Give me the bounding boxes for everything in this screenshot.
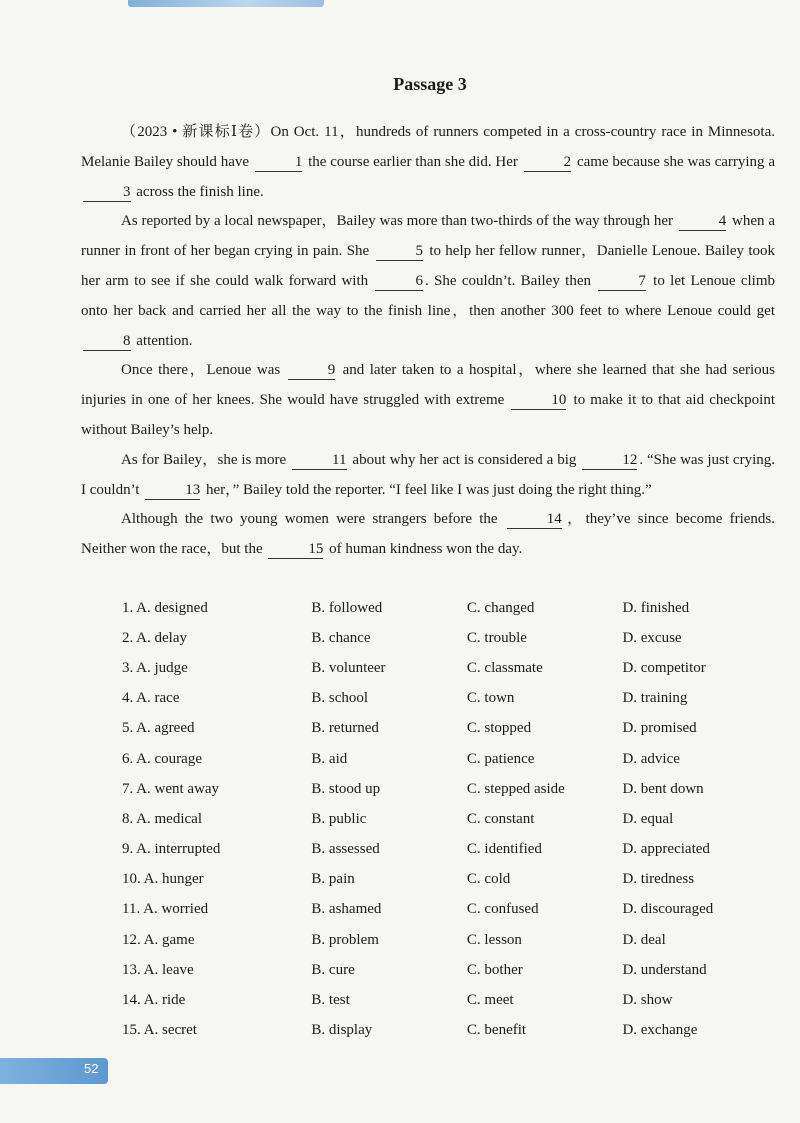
option-d: D. promised <box>622 720 697 737</box>
option-a: 15. A. secret <box>122 1022 197 1039</box>
blank-14: 14 <box>507 510 562 529</box>
blank-9: 9 <box>288 361 336 380</box>
option-b: B. assessed <box>311 841 380 858</box>
option-row-14 <box>122 985 762 1015</box>
option-a: 10. A. hunger <box>122 871 204 888</box>
option-d: D. exchange <box>622 1022 698 1039</box>
option-c: C. classmate <box>466 659 543 676</box>
option-row-9 <box>122 835 762 865</box>
option-d: D. discouraged <box>622 901 714 918</box>
blank-15: 15 <box>268 540 323 559</box>
text: attention. <box>132 332 193 349</box>
option-a: 12. A. game <box>122 931 195 948</box>
option-a: 2. A. delay <box>122 629 187 646</box>
blank-11: 11 <box>292 451 346 470</box>
option-row-3 <box>122 653 762 683</box>
option-c: C. constant <box>466 810 535 827</box>
paragraph-1 <box>81 118 775 207</box>
option-d: D. tiredness <box>622 871 695 888</box>
option-b: B. ashamed <box>311 901 382 918</box>
option-d: D. equal <box>622 810 674 827</box>
option-d: D. bent down <box>622 780 704 797</box>
blank-8: 8 <box>83 332 131 351</box>
text: As reported by a local newspaper，Bailey was more than two-thirds of the way through her <box>121 213 677 230</box>
blank-7: 7 <box>598 272 646 291</box>
option-a: 5. A. agreed <box>122 720 195 737</box>
text: to let Lenoue climb onto her back and carried her all the way to the finish line，then another 300 feet to where Lenoue could get <box>81 272 775 319</box>
option-row-1 <box>122 593 762 623</box>
option-b: B. pain <box>311 871 355 888</box>
option-d: D. excuse <box>622 629 682 646</box>
blank-5: 5 <box>376 242 424 261</box>
option-row-4 <box>122 684 762 714</box>
option-c: C. cold <box>466 871 511 888</box>
top-decorative-strip <box>128 0 324 7</box>
option-a: 14. A. ride <box>122 992 186 1009</box>
paragraph-2 <box>81 207 775 356</box>
option-d: D. understand <box>622 961 707 978</box>
blank-2: 2 <box>524 153 572 172</box>
options-list <box>122 593 762 1046</box>
blank-4: 4 <box>679 212 727 231</box>
text: came because she was carrying a <box>573 153 776 170</box>
text: of human kindness won the day. <box>325 541 523 558</box>
option-c: C. lesson <box>466 931 522 948</box>
text: across the finish line. <box>132 183 264 200</box>
option-c: C. bother <box>466 961 523 978</box>
option-a: 4. A. race <box>122 690 180 707</box>
option-a: 3. A. judge <box>122 659 188 676</box>
option-c: C. identified <box>466 841 542 858</box>
paragraph-5 <box>81 505 775 565</box>
option-d: D. appreciated <box>622 841 710 858</box>
text: to make it to that aid checkpoint without Bailey’s help. <box>81 392 776 438</box>
option-row-12 <box>122 925 762 955</box>
option-b: B. public <box>311 810 367 827</box>
option-d: D. finished <box>622 599 690 616</box>
text: and later taken to a hospital，where she learned that she had serious injuries in one of her knees. She would have struggled with extreme <box>81 362 775 409</box>
paragraph-3 <box>81 356 775 445</box>
option-row-5 <box>122 714 762 744</box>
text: Although the two young women were strangers before the <box>121 511 505 528</box>
option-b: B. volunteer <box>311 659 386 676</box>
option-row-2 <box>122 623 762 653</box>
blank-13: 13 <box>145 481 200 500</box>
option-b: B. chance <box>311 629 371 646</box>
option-d: D. deal <box>622 931 666 948</box>
option-c: C. stopped <box>466 720 532 737</box>
option-b: B. test <box>311 992 350 1009</box>
option-b: B. school <box>311 690 369 707</box>
option-row-10 <box>122 865 762 895</box>
option-a: 13. A. leave <box>122 961 194 978</box>
option-b: B. aid <box>311 750 348 767</box>
option-row-13 <box>122 955 762 985</box>
passage-title: Passage 3 <box>393 74 467 94</box>
option-c: C. changed <box>466 599 535 616</box>
option-d: D. competitor <box>622 659 706 676</box>
option-c: C. stepped aside <box>466 780 565 797</box>
text: . “She was just crying. I couldn’t <box>81 451 775 498</box>
option-d: D. training <box>622 690 688 707</box>
blank-1: 1 <box>255 153 303 172</box>
option-c: C. town <box>466 690 515 707</box>
blank-6: 6 <box>375 272 423 291</box>
option-row-7 <box>122 774 762 804</box>
option-b: B. cure <box>311 961 355 978</box>
option-d: D. advice <box>622 750 680 767</box>
option-a: 7. A. went away <box>122 780 220 797</box>
option-b: B. returned <box>311 720 379 737</box>
option-a: 1. A. designed <box>122 599 208 616</box>
option-a: 8. A. medical <box>122 810 202 827</box>
option-c: C. benefit <box>466 1022 527 1039</box>
option-a: 9. A. interrupted <box>122 841 221 858</box>
blank-10: 10 <box>511 391 566 410</box>
text: . She couldn’t. Bailey then <box>424 272 597 289</box>
text: when a runner in front of her began crying in pain. She <box>81 213 775 260</box>
text: about why her act is considered a big <box>348 451 581 468</box>
option-a: 11. A. worried <box>122 901 209 918</box>
text: her，” Bailey told the reporter. “I feel like I was just doing the right thing.” <box>202 481 652 498</box>
text: Once there，Lenoue was <box>121 362 286 379</box>
option-row-11 <box>122 895 762 925</box>
option-c: C. confused <box>466 901 539 918</box>
page-number: 52 <box>84 1061 99 1076</box>
option-row-15 <box>122 1016 762 1046</box>
option-b: B. followed <box>311 599 383 616</box>
option-row-6 <box>122 744 762 774</box>
option-b: B. problem <box>311 931 379 948</box>
blank-12: 12 <box>582 451 637 470</box>
text: （2023 • 新课标Ⅰ卷）On Oct. 11，hundreds of runners competed in a cross-country race in Minnesota. Melanie Bailey should have <box>81 124 775 170</box>
option-c: C. patience <box>466 750 535 767</box>
passage-body <box>81 118 775 565</box>
text: As for Bailey，she is more <box>121 451 291 468</box>
text: ，they’ve since become friends. Neither won the race，but the <box>81 511 775 558</box>
option-c: C. meet <box>466 992 514 1009</box>
option-b: B. display <box>311 1022 373 1039</box>
option-b: B. stood up <box>311 780 381 797</box>
paragraph-4 <box>81 446 775 506</box>
blank-3: 3 <box>83 183 131 202</box>
option-d: D. show <box>622 992 673 1009</box>
text: to help her fellow runner，Danielle Lenoue. Bailey took her arm to see if she could walk forward with <box>81 243 775 289</box>
option-row-8 <box>122 804 762 834</box>
option-a: 6. A. courage <box>122 750 202 767</box>
text: the course earlier than she did. Her <box>304 153 522 170</box>
option-c: C. trouble <box>466 629 527 646</box>
